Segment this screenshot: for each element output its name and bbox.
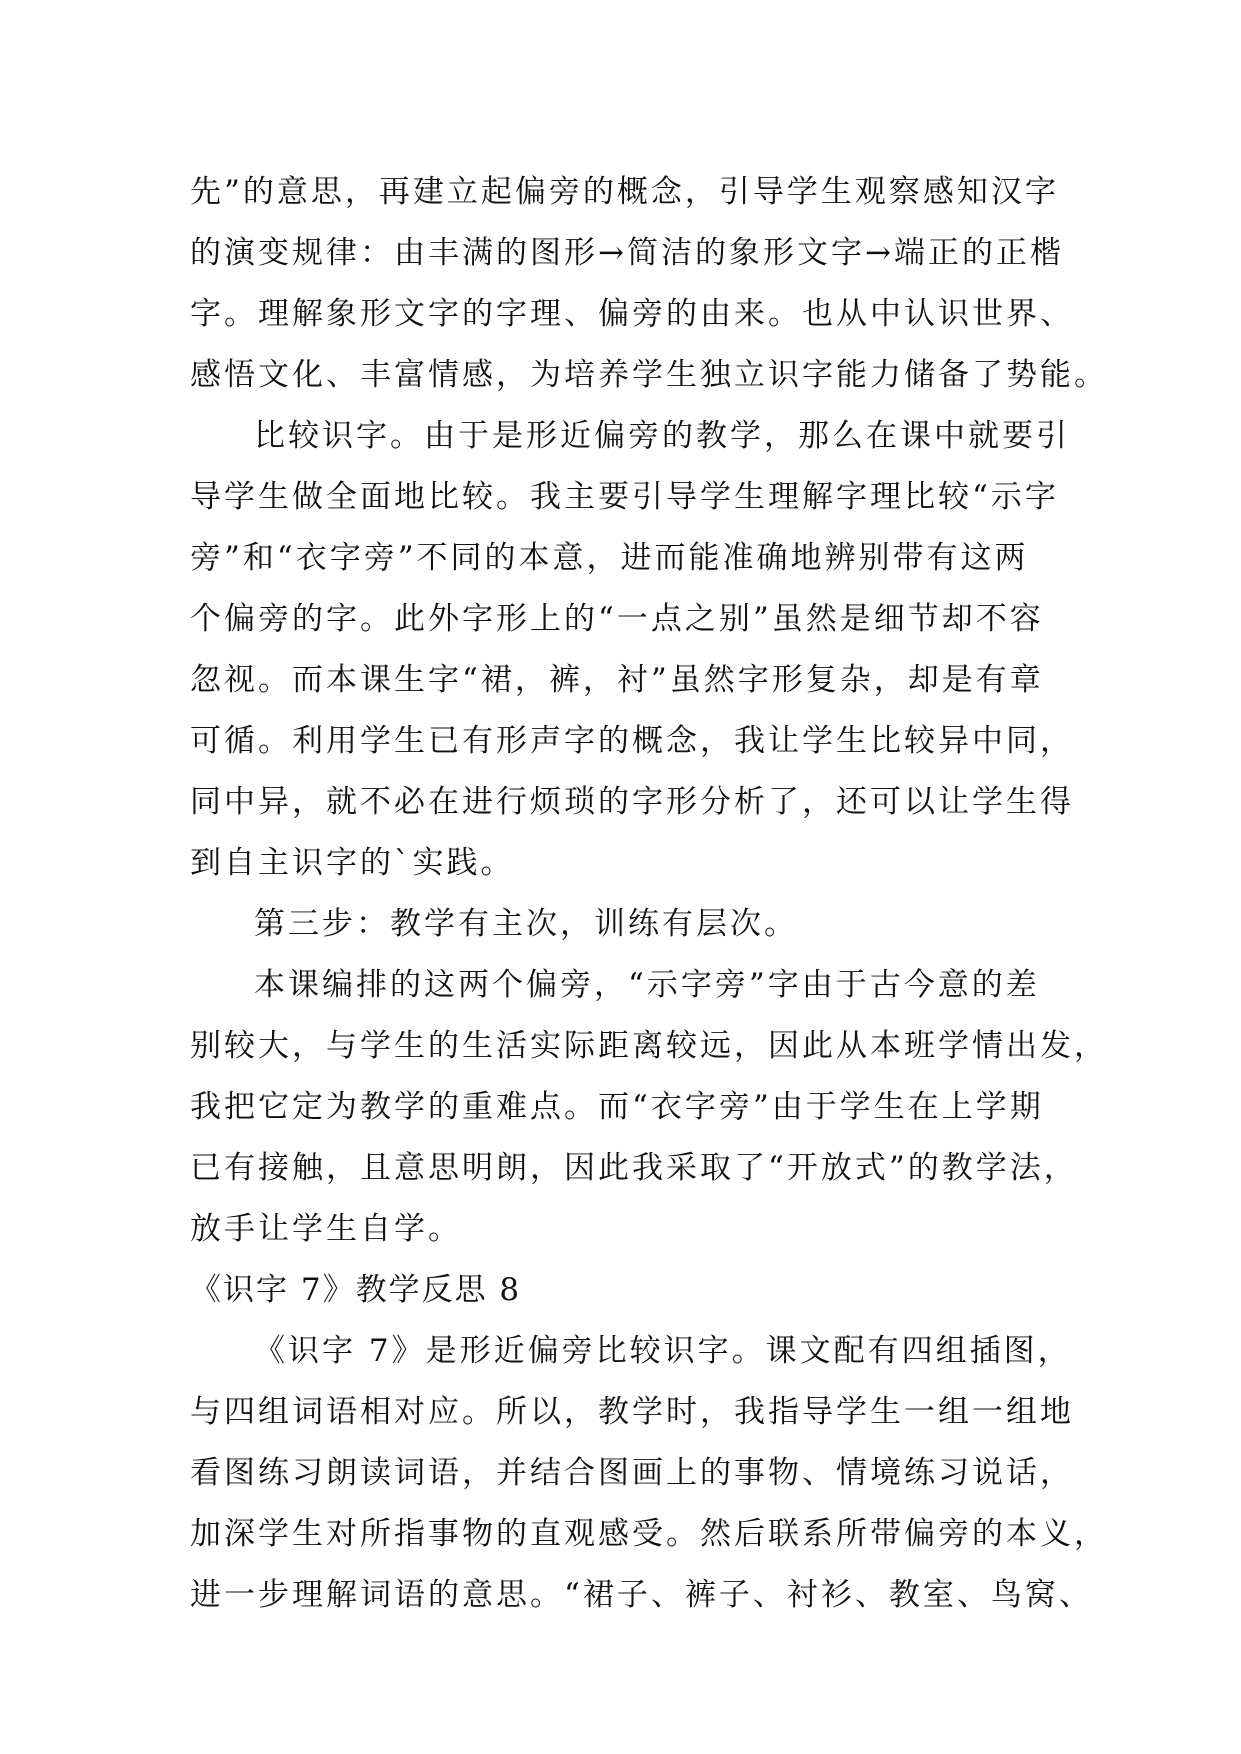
text-line: 先”的意思，再建立起偏旁的概念，引导学生观察感知汉字 (190, 174, 1059, 210)
document-body (190, 162, 1108, 1626)
section-heading: 《识字 7》教学反思 8 (190, 1272, 522, 1308)
text-line: 进一步理解词语的意思。“裙子、裤子、衬衫、教室、鸟窝、 (190, 1577, 1093, 1613)
text-line: 可循。利用学生已有形声字的概念，我让学生比较异中同， (190, 723, 1074, 759)
text-line: 看图练习朗读词语，并结合图画上的事物、情境练习说话， (190, 1455, 1074, 1491)
text-line: 加深学生对所指事物的直观感受。然后联系所带偏旁的本义， (190, 1516, 1108, 1552)
text-line: 同中异，就不必在进行烦琐的字形分析了，还可以让学生得 (190, 784, 1074, 820)
text-line: 比较识字。由于是形近偏旁的教学，那么在课中就要引 (254, 418, 1070, 454)
text-line: 旁”和“衣字旁”不同的本意，进而能准确地辨别带有这两 (190, 540, 1029, 576)
text-line: 我把它定为教学的重难点。而“衣字旁”由于学生在上学期 (190, 1089, 1044, 1125)
text-line: 本课编排的这两个偏旁，“示字旁”字由于古今意的差 (254, 967, 1040, 1003)
text-line: 第三步：教学有主次，训练有层次。 (254, 906, 798, 942)
text-line: 的演变规律：由丰满的图形→简洁的象形文字→端正的正楷 (190, 235, 1064, 271)
text-line: 别较大，与学生的生活实际距离较远，因此从本班学情出发， (190, 1028, 1108, 1064)
text-line: 个偏旁的字。此外字形上的“一点之别”虽然是细节却不容 (190, 601, 1044, 637)
text-line: 与四组词语相对应。所以，教学时，我指导学生一组一组地 (190, 1394, 1074, 1430)
text-line: 到自主识字的`实践。 (190, 845, 515, 881)
text-line: 导学生做全面地比较。我主要引导学生理解字理比较“示字 (190, 479, 1059, 515)
text-line: 忽视。而本课生字“裙，裤，衬”虽然字形复杂，却是有章 (190, 662, 1044, 698)
text-line: 放手让学生自学。 (190, 1211, 462, 1247)
text-line: 感悟文化、丰富情感，为培养学生独立识字能力储备了势能。 (190, 357, 1108, 393)
text-line: 已有接触，且意思明朗，因此我采取了“开放式”的教学法， (190, 1150, 1078, 1186)
text-line: 字。理解象形文字的字理、偏旁的由来。也从中认识世界、 (190, 296, 1074, 332)
text-line: 《识字 7》是形近偏旁比较识字。课文配有四组插图， (254, 1333, 1072, 1369)
